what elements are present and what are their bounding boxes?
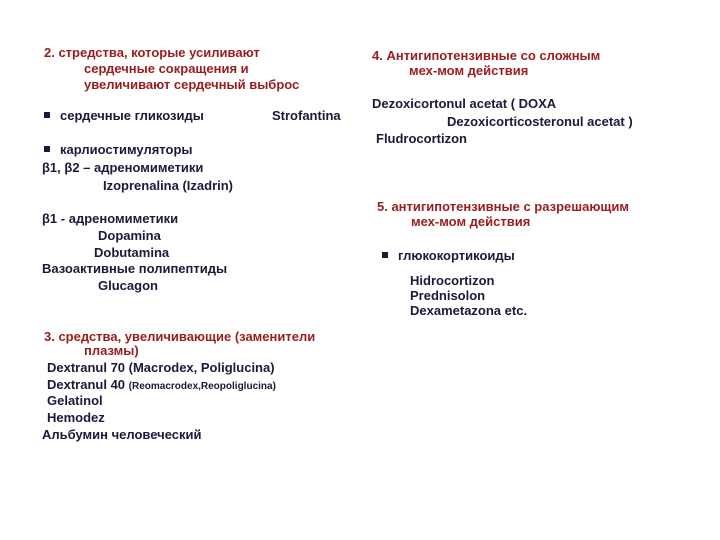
- section-2-heading-line1: 2. стредства, которые усиливают: [44, 45, 260, 60]
- doxa-line1: Dezoxicortonul acetat ( DOXA: [372, 96, 557, 111]
- section-2-heading-line2: сердечные сокращения и: [84, 61, 249, 76]
- glycosides-label: сердечные гликозиды: [60, 108, 204, 123]
- section-3-heading-line2: плазмы): [84, 343, 139, 358]
- vasoactive-polypeptides-label: Вазоактивные полипептиды: [42, 261, 228, 276]
- fludrocortizon-drug: Fludrocortizon: [376, 131, 467, 146]
- square-bullet-icon: [382, 252, 388, 258]
- section-2-heading-line3: увеличивают сердечный выброс: [84, 77, 300, 92]
- section-5-heading-line2: мех-мом действия: [411, 214, 531, 229]
- hidrocortizon-drug: Hidrocortizon: [410, 273, 495, 288]
- dexametazona-drug: Dexametazona etc.: [410, 303, 528, 318]
- section-4-heading-line1: 4. Антигипотензивные со сложным: [372, 48, 601, 63]
- section-5-heading-line1: 5. антигипотензивные с разрешающим: [377, 199, 630, 214]
- b1-adrenomimetics-label: β1 - адреномиметики: [42, 211, 179, 226]
- b1b2-adrenomimetics-label: β1, β2 – адреномиметики: [42, 160, 204, 175]
- dextranul-40-note: (Reomacrodex,Reopoliglucina): [128, 381, 276, 392]
- cardiostimulators-label: карлиостимуляторы: [60, 142, 193, 157]
- prednisolon-drug: Prednisolon: [410, 288, 486, 303]
- glucagon-drug: Glucagon: [98, 278, 158, 293]
- square-bullet-icon: [44, 146, 50, 152]
- gelatinol-drug: Gelatinol: [47, 393, 103, 408]
- hemodez-drug: Hemodez: [47, 410, 105, 425]
- dextranul-70-drug: Dextranul 70 (Macrodex, Poliglucina): [47, 360, 275, 375]
- albumin-drug: Альбумин человеческий: [42, 427, 202, 442]
- dextranul-40-drug: [47, 377, 276, 394]
- strofantina-drug: Strofantina: [272, 108, 341, 123]
- section-4-heading-line2: мех-мом действия: [409, 63, 529, 78]
- section-3-heading-line1: 3. средства, увеличивающие (заменители: [44, 329, 316, 344]
- doxa-line2: Dezoxicorticosteronul acetat ): [447, 114, 633, 129]
- isoprenalina-drug: Izoprenalina (Izadrin): [103, 178, 234, 193]
- glucocorticoids-label: глюкокортикоиды: [398, 248, 515, 263]
- dobutamina-drug: Dobutamina: [94, 245, 170, 260]
- square-bullet-icon: [44, 112, 50, 118]
- dopamina-drug: Dopamina: [98, 228, 161, 243]
- dextranul-40-name: Dextranul 40: [47, 377, 129, 392]
